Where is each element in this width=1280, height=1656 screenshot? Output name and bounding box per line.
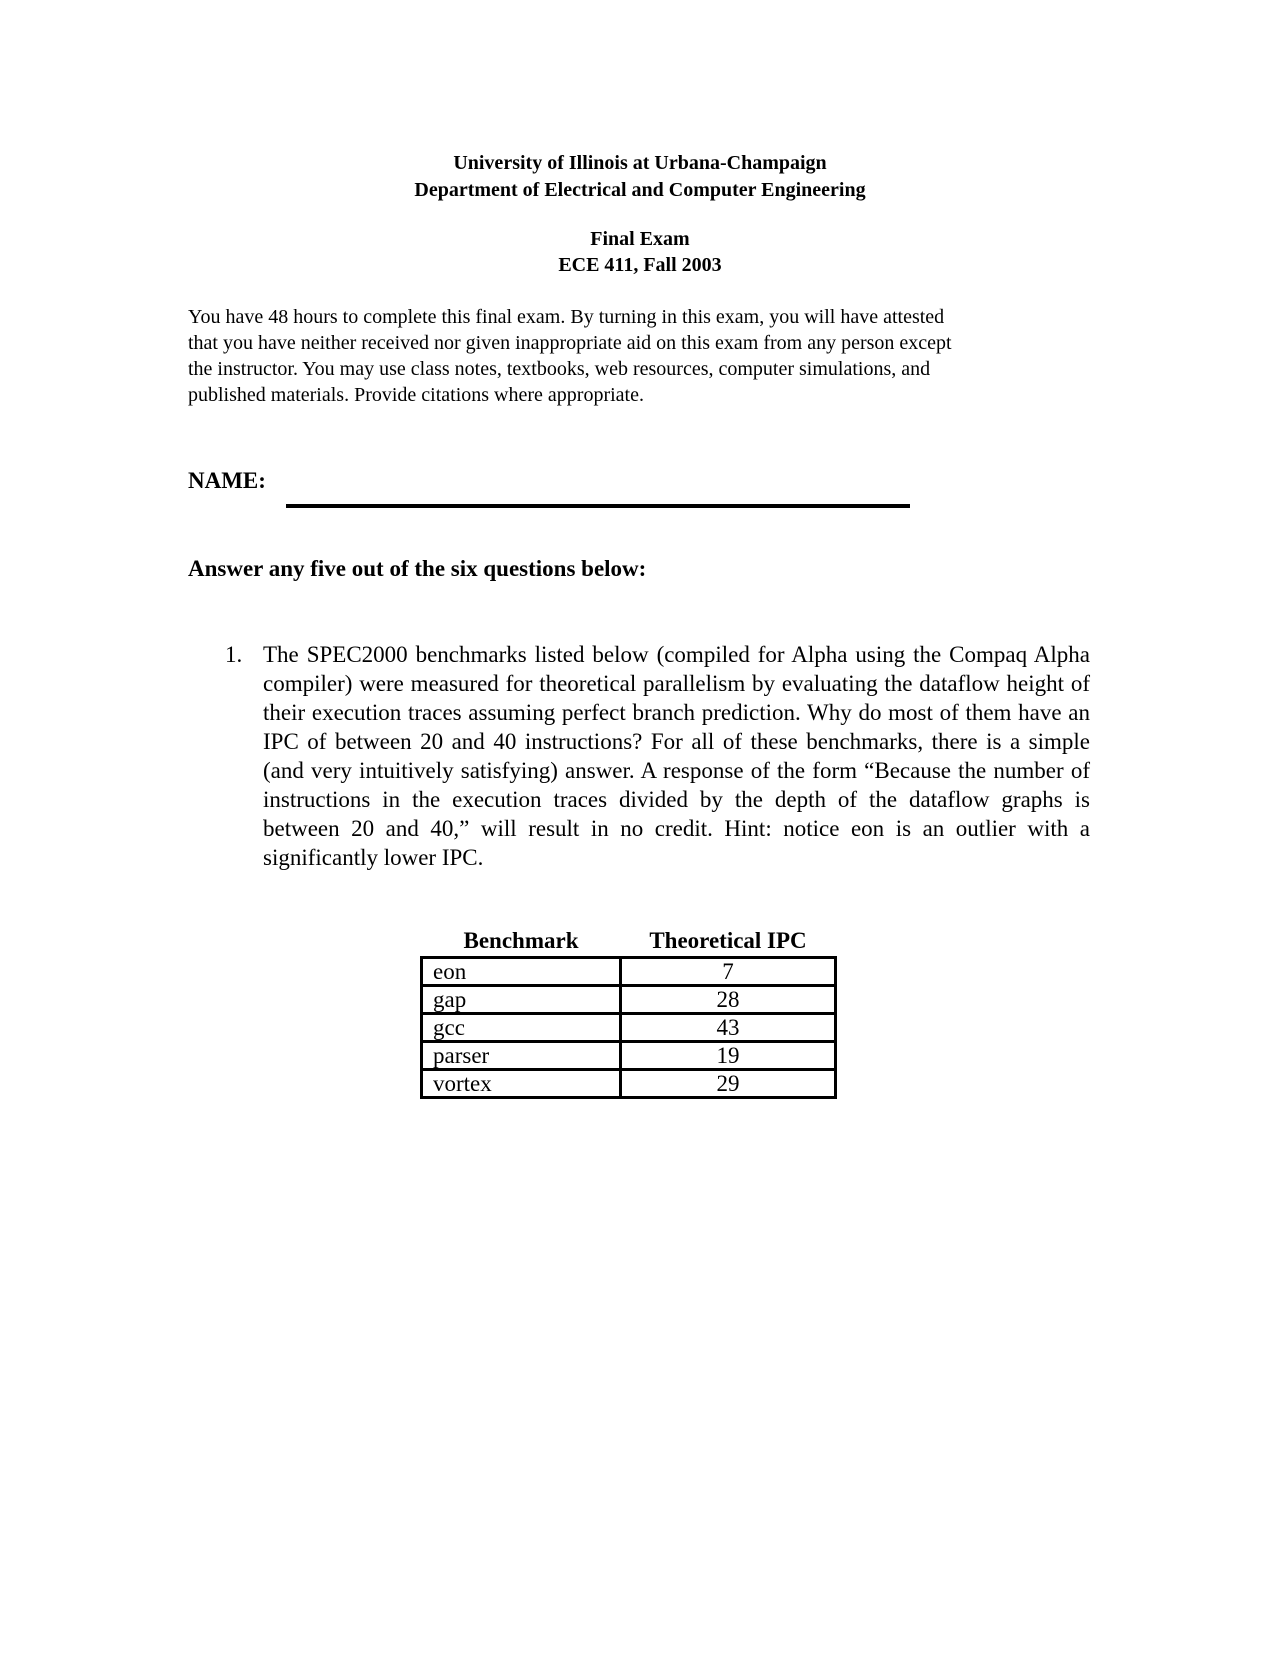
ipc-cell: 28: [621, 986, 836, 1014]
department-name: Department of Electrical and Computer Engineering: [414, 179, 866, 201]
exam-title: Final Exam: [590, 228, 690, 250]
table-row: [422, 1070, 836, 1098]
benchmark-cell: vortex: [422, 1070, 621, 1098]
benchmark-cell: parser: [422, 1042, 621, 1070]
benchmark-column-header: Benchmark: [463, 928, 579, 953]
ipc-cell: 19: [621, 1042, 836, 1070]
benchmark-cell: eon: [422, 958, 621, 986]
question-text: The SPEC2000 benchmarks listed below (compiled for Alpha using the Compaq Alpha compiler) were measured for theoretical parallelism by evaluating the dataflow height of their execution traces assuming perfect branch prediction. Why do most of them have an IPC of between 20 and 40 instructions? For all of these benchmarks, there is a simple (and very intuitively satisfying) answer. A response of the form “Because the number of instructions in the execution traces divided by the depth of the dataflow graphs is between 20 and 40,” will result in no credit. Hint: notice eon is an outlier with a significantly lower IPC.: [263, 642, 1090, 870]
intro-line: the instructor. You may use class notes, textbooks, web resources, computer simulations, and: [188, 358, 931, 380]
exam-title-block: [0, 226, 1280, 278]
exam-instructions: [188, 304, 1088, 408]
intro-line: You have 48 hours to complete this final exam. By turning in this exam, you will have attested: [188, 306, 945, 328]
table-row: [422, 986, 836, 1014]
benchmark-cell: gap: [422, 986, 621, 1014]
table-header-row: [422, 928, 836, 958]
name-label: NAME:: [188, 468, 266, 493]
ipc-cell: 43: [621, 1014, 836, 1042]
name-field-line[interactable]: [286, 504, 910, 508]
question-1: [225, 640, 1090, 872]
table-row: [422, 1042, 836, 1070]
table-row: [422, 1014, 836, 1042]
course-title: ECE 411, Fall 2003: [558, 254, 722, 276]
ipc-cell: 29: [621, 1070, 836, 1098]
table-row: [422, 958, 836, 986]
university-name: University of Illinois at Urbana-Champaign: [453, 152, 827, 174]
intro-line: published materials. Provide citations where appropriate.: [188, 384, 644, 406]
question-number: 1.: [225, 642, 243, 667]
intro-line: that you have neither received nor given inappropriate aid on this exam from any person except: [188, 332, 952, 354]
answer-instruction: Answer any five out of the six questions below:: [188, 556, 647, 581]
ipc-cell: 7: [621, 958, 836, 986]
benchmark-ipc-table: [420, 928, 837, 1099]
benchmark-cell: gcc: [422, 1014, 621, 1042]
page-header: [0, 150, 1280, 204]
ipc-column-header: Theoretical IPC: [649, 928, 807, 953]
